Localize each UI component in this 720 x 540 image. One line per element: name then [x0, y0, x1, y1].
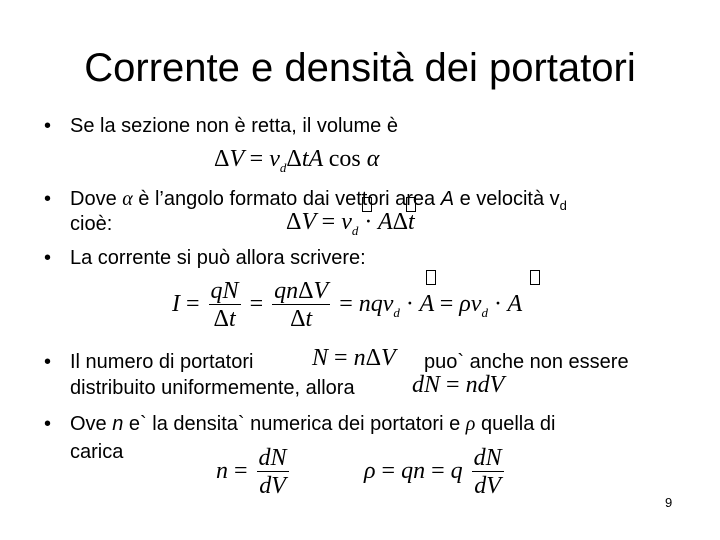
bullet-current-text: La corrente si può allora scrivere: [70, 247, 366, 269]
bullet-marker: • [44, 247, 52, 269]
page-number: 9 [665, 495, 673, 510]
slide-title: Corrente e densità dei portatori [84, 46, 636, 90]
bullet-volume-text: Se la sezione non è retta, il volume è [70, 115, 398, 137]
vector-placeholder-glyph [530, 270, 540, 285]
bullet-density-text: Ove n e` la densita` numerica dei portatori e ρ quella di [70, 413, 556, 435]
bullet-angle-text: Dove α è l’angolo formato dai vettori area A e velocità $v_d$ [70, 188, 567, 213]
bullet-marker: • [44, 351, 52, 373]
bullet-carriers-text: Il numero di portatori [70, 351, 254, 373]
bullet-density-text-line2: carica [70, 441, 124, 463]
equation-volume: $\Delta V = v_d\Delta tA$ cos α [214, 146, 380, 175]
bullet-carriers-text-cont: puo` anche non essere [424, 351, 629, 373]
bullet-marker: • [44, 188, 52, 210]
equation-charge-density: ρ = qn = q $\frac{dN}{dV}$ [364, 445, 502, 499]
bullet-carriers-text-line2: distribuito uniformemente, allora [70, 377, 355, 399]
equation-volume-vector: $\Delta V = v_d \cdot A\Delta t$ [286, 209, 415, 238]
equation-current: I = $\frac{qN}{\Delta t}$ = $\frac{\text{qnΔV}}{\Delta t}$ = $nqv_d \cdot A = \rho v_d \cdot A$ [172, 278, 523, 332]
bullet-marker: • [44, 413, 52, 435]
equation-differential: dN = ndV [412, 372, 505, 398]
bullet-angle-text-line2: cioè: [70, 213, 113, 235]
bullet-marker: • [44, 115, 52, 137]
equation-number-density: n = $\frac{dN}{dV}$ [216, 445, 287, 499]
equation-number-carriers: N = nΔV [312, 345, 396, 371]
